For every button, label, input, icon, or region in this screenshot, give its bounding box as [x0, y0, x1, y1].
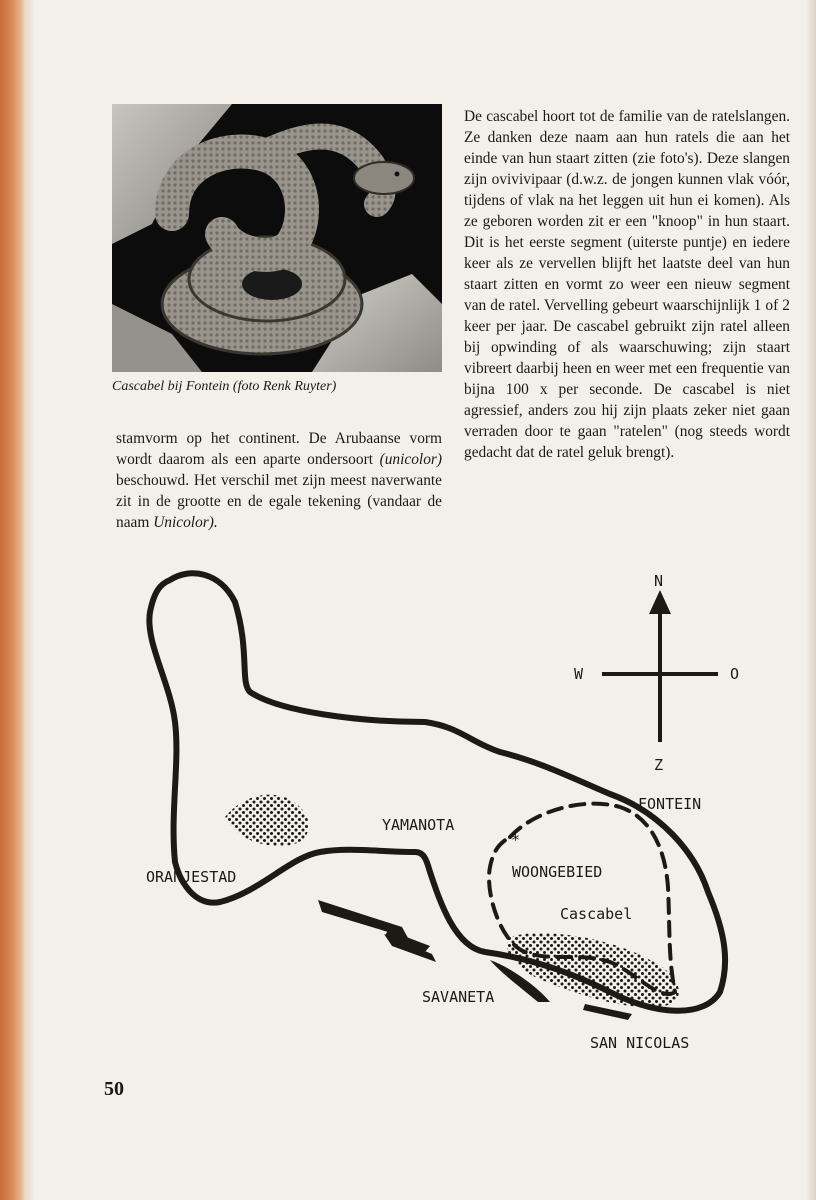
compass-rose [574, 572, 739, 774]
species-name: Unicolor). [153, 514, 218, 531]
text-column-right [464, 106, 790, 463]
compass-z: Z [654, 756, 664, 774]
map-label-san-nicolas: SAN NICOLAS [590, 1034, 690, 1052]
page-gutter [26, 0, 34, 1200]
book-spine-edge [0, 0, 26, 1200]
text-run: beschouwd. Het verschil met zijn meest naverwante zit in de grootte en de egale tekening (vandaar de naam [116, 472, 442, 531]
compass-w: W [574, 665, 584, 683]
map-label-savaneta: SAVANETA [422, 988, 495, 1006]
snake-photo [112, 104, 442, 372]
inland-blob [225, 795, 309, 846]
compass-n: N [654, 572, 664, 590]
map-label-fontein: FONTEIN [638, 795, 702, 813]
species-name: (unicolor) [379, 451, 442, 468]
map-label-oranjestad: ORANJESTAD [146, 868, 237, 886]
map-label-cascabel: Cascabel [560, 905, 633, 923]
fontein-star: * [511, 831, 521, 849]
map-label-woongebied: WOONGEBIED [512, 863, 603, 881]
paragraph: De cascabel hoort tot de familie van de ratelslangen. Ze danken deze naam aan hun ratels die aan het einde van hun staart zitten (zie foto's). Deze slangen zijn ovivivipaar (d.w.z. de jongen kunnen vlak vóór, tijdens of vlak na het leggen uit hun ei komen). Als ze geboren worden zit er een "knoop" in hun staart. Dit is het eerste segment (uiterste puntje) en iedere keer als ze vervellen blijft het laatste deel van hun staart zitten en vormt zo weer een nieuw segment van de ratel. Vervelling gebeurt waarschijnlijk 1 of 2 keer per jaar. De cascabel gebruikt zijn ratel alleen bij opwinding of als waarschuwing; zijn staart vibreert daarbij heen en weer met een frequentie van bijna 100 x per seconde. De cascabel is niet agressief, anders zou hij zijn plaats zeker niet gaan verraden door te gaan "ratelen" (nog steeds wordt gedacht dat de ratel geluk brengt). [464, 108, 790, 461]
reef [583, 1004, 632, 1020]
aruba-map [140, 562, 760, 1062]
reef [318, 900, 408, 938]
map-label-yamanota: YAMANOTA [382, 816, 455, 834]
text-column-left [116, 428, 442, 533]
text-run: stamvorm op het continent. De Arubaanse vorm wordt daarom als een aparte ondersoort [116, 430, 442, 468]
page-number: 50 [104, 1078, 124, 1100]
page-edge [806, 0, 816, 1200]
paragraph [116, 428, 442, 533]
photo-caption: Cascabel bij Fontein (foto Renk Ruyter) [112, 379, 337, 394]
compass-o: O [730, 665, 740, 683]
island-outline [149, 573, 725, 1010]
